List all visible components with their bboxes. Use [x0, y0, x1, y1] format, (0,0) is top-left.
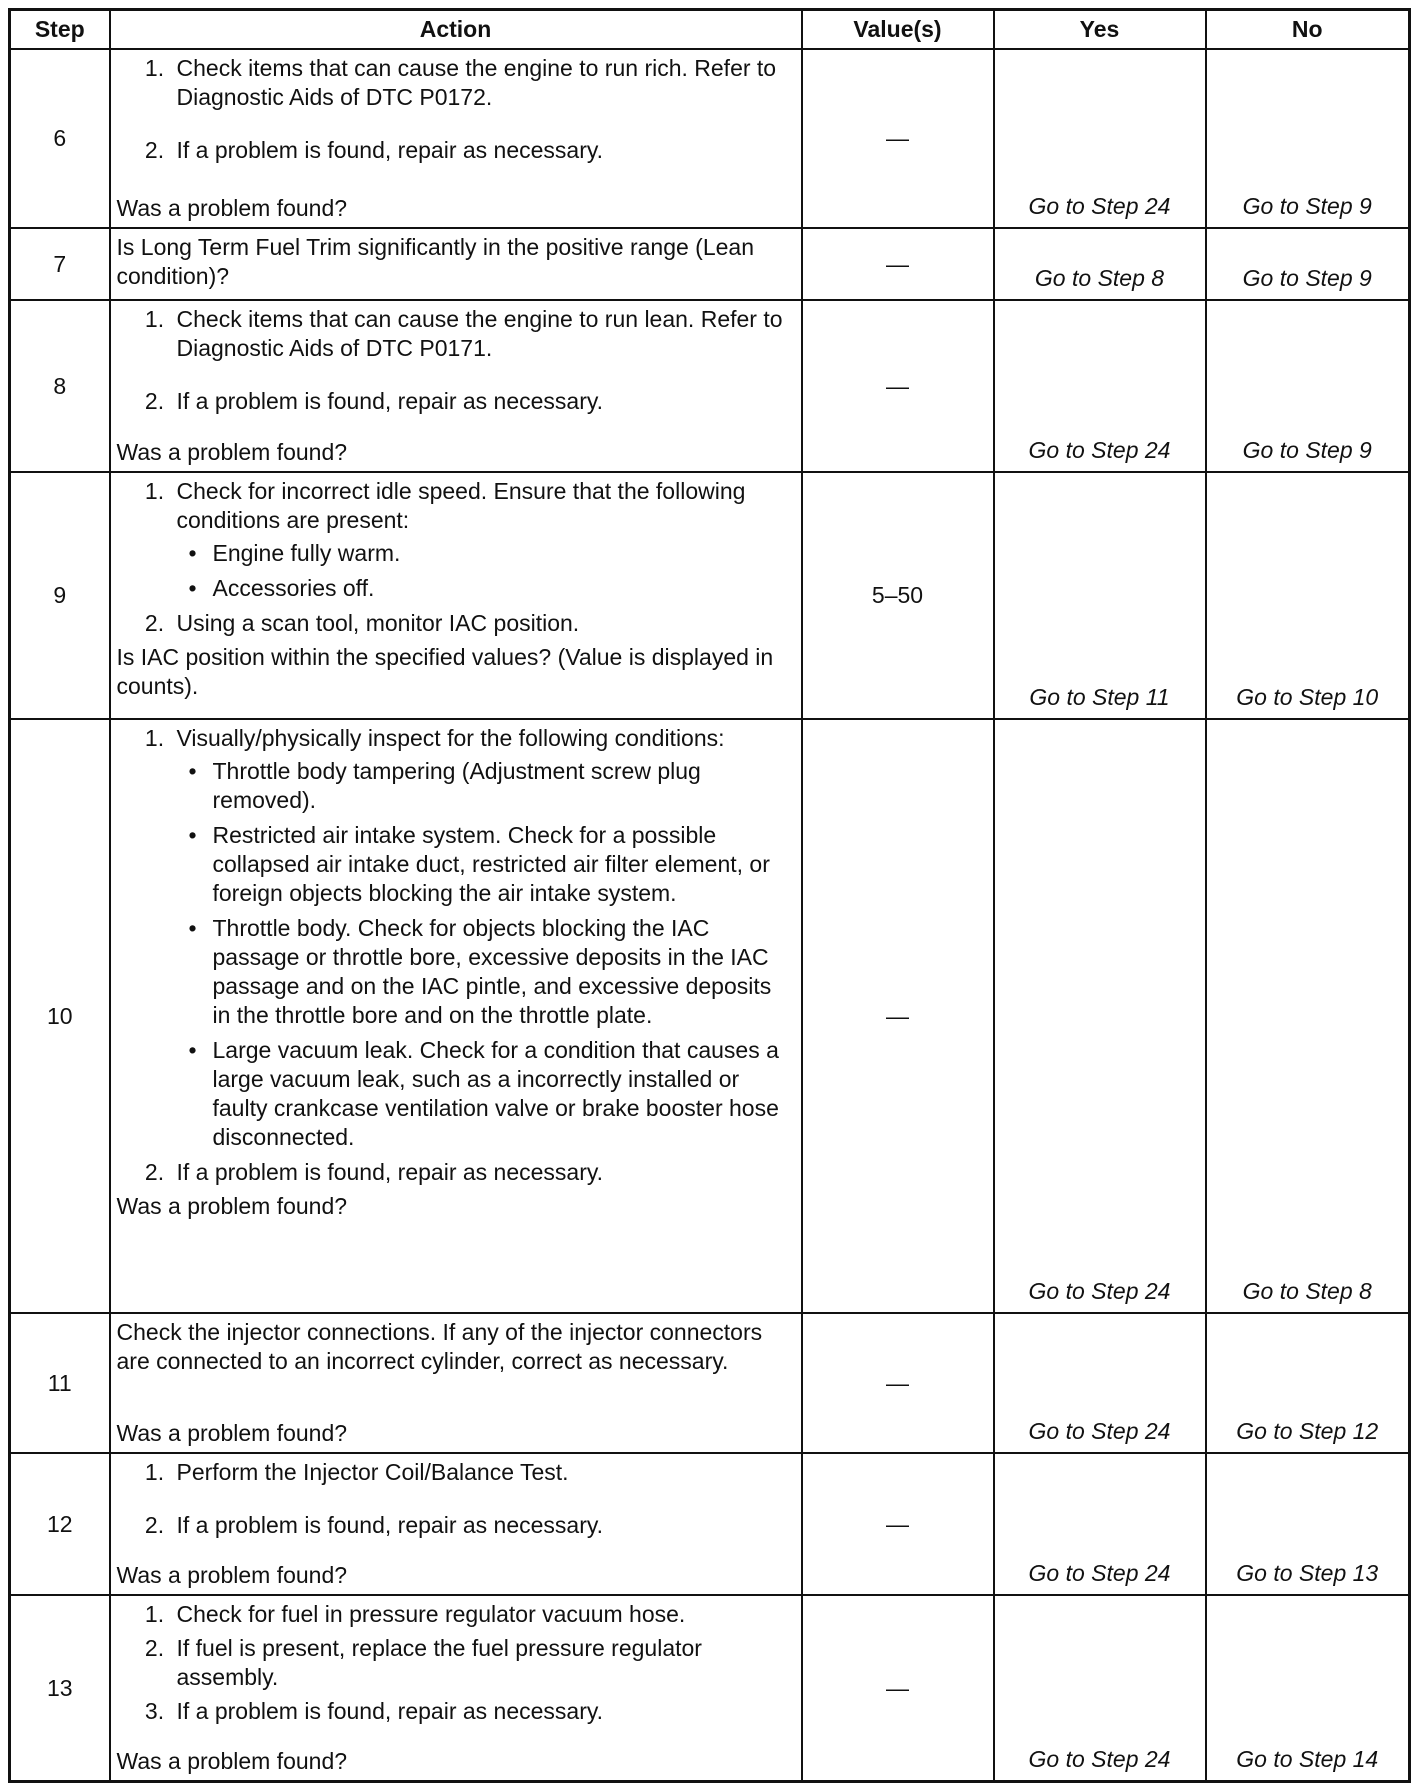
step-number: 10 — [10, 719, 110, 1313]
header-row — [10, 10, 1410, 50]
question-text: Was a problem found? — [116, 439, 348, 465]
question-text: Was a problem found? — [116, 1748, 348, 1774]
header-no: No — [1206, 10, 1410, 50]
yes-result: Go to Step 11 — [994, 472, 1206, 719]
no-result: Go to Step 13 — [1206, 1453, 1410, 1595]
step-number: 13 — [10, 1595, 110, 1782]
no-result: Go to Step 9 — [1206, 228, 1410, 300]
table-row — [10, 300, 1410, 472]
yes-result: Go to Step 24 — [994, 49, 1206, 228]
value-cell: — — [802, 1453, 994, 1595]
step-number: 7 — [10, 228, 110, 300]
action-item: 2. If a problem is found, repair as necessary. — [171, 1511, 795, 1540]
condition-item: • Restricted air intake system. Check for a possible collapsed air intake duct, restricted air filter element, or foreign objects blocking the air intake system. — [207, 821, 795, 908]
question-text: Was a problem found? — [116, 1193, 348, 1219]
yes-result: Go to Step 24 — [994, 1313, 1206, 1453]
table-row — [10, 719, 1410, 1313]
value-cell: — — [802, 49, 994, 228]
no-result: Go to Step 10 — [1206, 472, 1410, 719]
action-list — [117, 54, 795, 170]
diagnostic-table-page — [8, 8, 1408, 1783]
table-row — [10, 1595, 1410, 1782]
value-cell: — — [802, 719, 994, 1313]
condition-item: • Engine fully warm. — [207, 539, 795, 568]
yes-result: Go to Step 24 — [994, 719, 1206, 1313]
action-item: 2. If a problem is found, repair as necessary. — [171, 1158, 795, 1187]
action-item: 2. If a problem is found, repair as necessary. — [171, 136, 795, 165]
action-list — [117, 724, 795, 1187]
diagnostic-table — [8, 8, 1411, 1783]
table-row — [10, 1313, 1410, 1453]
value-cell: — — [802, 228, 994, 300]
condition-list — [177, 757, 795, 1152]
step-number: 8 — [10, 300, 110, 472]
yes-result: Go to Step 24 — [994, 1595, 1206, 1782]
yes-result: Go to Step 24 — [994, 300, 1206, 472]
action-item: 1. Check items that can cause the engine to run lean. Refer to Diagnostic Aids of DTC P0171. — [171, 305, 795, 363]
action-list — [117, 477, 795, 638]
header-yes: Yes — [994, 10, 1206, 50]
action-item — [171, 724, 795, 1152]
no-result: Go to Step 12 — [1206, 1313, 1410, 1453]
value-cell: 5–50 — [802, 472, 994, 719]
no-result: Go to Step 14 — [1206, 1595, 1410, 1782]
step-number: 12 — [10, 1453, 110, 1595]
header-step: Step — [10, 10, 110, 50]
action-cell — [110, 228, 802, 300]
action-text: Is Long Term Fuel Trim significantly in the positive range (Lean condition)? — [116, 234, 754, 289]
action-list — [117, 305, 795, 421]
action-cell — [110, 300, 802, 472]
step-number: 9 — [10, 472, 110, 719]
action-cell — [110, 472, 802, 719]
table-row — [10, 472, 1410, 719]
action-cell — [110, 1595, 802, 1782]
action-item: 1. Check for fuel in pressure regulator vacuum hose. — [171, 1600, 795, 1629]
action-cell — [110, 1313, 802, 1453]
question-text: Was a problem found? — [116, 1420, 348, 1446]
table-row — [10, 49, 1410, 228]
action-item-text: Visually/physically inspect for the following conditions: — [176, 725, 725, 751]
action-item: 1. Perform the Injector Coil/Balance Test. — [171, 1458, 795, 1487]
action-item: 3. If a problem is found, repair as necessary. — [171, 1697, 795, 1726]
question-text: Was a problem found? — [116, 195, 348, 221]
step-number: 11 — [10, 1313, 110, 1453]
no-result: Go to Step 9 — [1206, 49, 1410, 228]
action-item: 2. If fuel is present, replace the fuel pressure regulator assembly. — [171, 1634, 795, 1692]
value-cell: — — [802, 1595, 994, 1782]
question-text: Was a problem found? — [116, 1562, 348, 1588]
no-result: Go to Step 8 — [1206, 719, 1410, 1313]
action-cell — [110, 49, 802, 228]
condition-item: • Large vacuum leak. Check for a condition that causes a large vacuum leak, such as a incorrectly installed or faulty crankcase ventilation valve or brake booster hose disconnected. — [207, 1036, 795, 1152]
condition-item: • Throttle body. Check for objects blocking the IAC passage or throttle bore, excessive deposits in the IAC passage and on the IAC pintle, and excessive deposits in the throttle bore and on the throttle plate. — [207, 914, 795, 1030]
action-cell — [110, 719, 802, 1313]
action-list — [117, 1458, 795, 1545]
action-item — [171, 477, 795, 603]
condition-item: • Throttle body tampering (Adjustment screw plug removed). — [207, 757, 795, 815]
condition-list — [177, 539, 795, 603]
action-item: 2. If a problem is found, repair as necessary. — [171, 387, 795, 416]
table-row — [10, 1453, 1410, 1595]
action-item: 1. Check items that can cause the engine to run rich. Refer to Diagnostic Aids of DTC P0172. — [171, 54, 795, 112]
action-list — [117, 1600, 795, 1731]
action-item-text: Check for incorrect idle speed. Ensure that the following conditions are present: — [176, 478, 746, 533]
no-result: Go to Step 9 — [1206, 300, 1410, 472]
yes-result: Go to Step 8 — [994, 228, 1206, 300]
value-cell: — — [802, 300, 994, 472]
action-cell — [110, 1453, 802, 1595]
value-cell: — — [802, 1313, 994, 1453]
header-values: Value(s) — [802, 10, 994, 50]
step-number: 6 — [10, 49, 110, 228]
question-text: Is IAC position within the specified values? (Value is displayed in counts). — [116, 644, 774, 699]
action-item: 2. Using a scan tool, monitor IAC position. — [171, 609, 795, 638]
yes-result: Go to Step 24 — [994, 1453, 1206, 1595]
table-row — [10, 228, 1410, 300]
action-text: Check the injector connections. If any of the injector connectors are connected to an incorrect cylinder, correct as necessary. — [116, 1319, 763, 1374]
header-action: Action — [110, 10, 802, 50]
condition-item: • Accessories off. — [207, 574, 795, 603]
